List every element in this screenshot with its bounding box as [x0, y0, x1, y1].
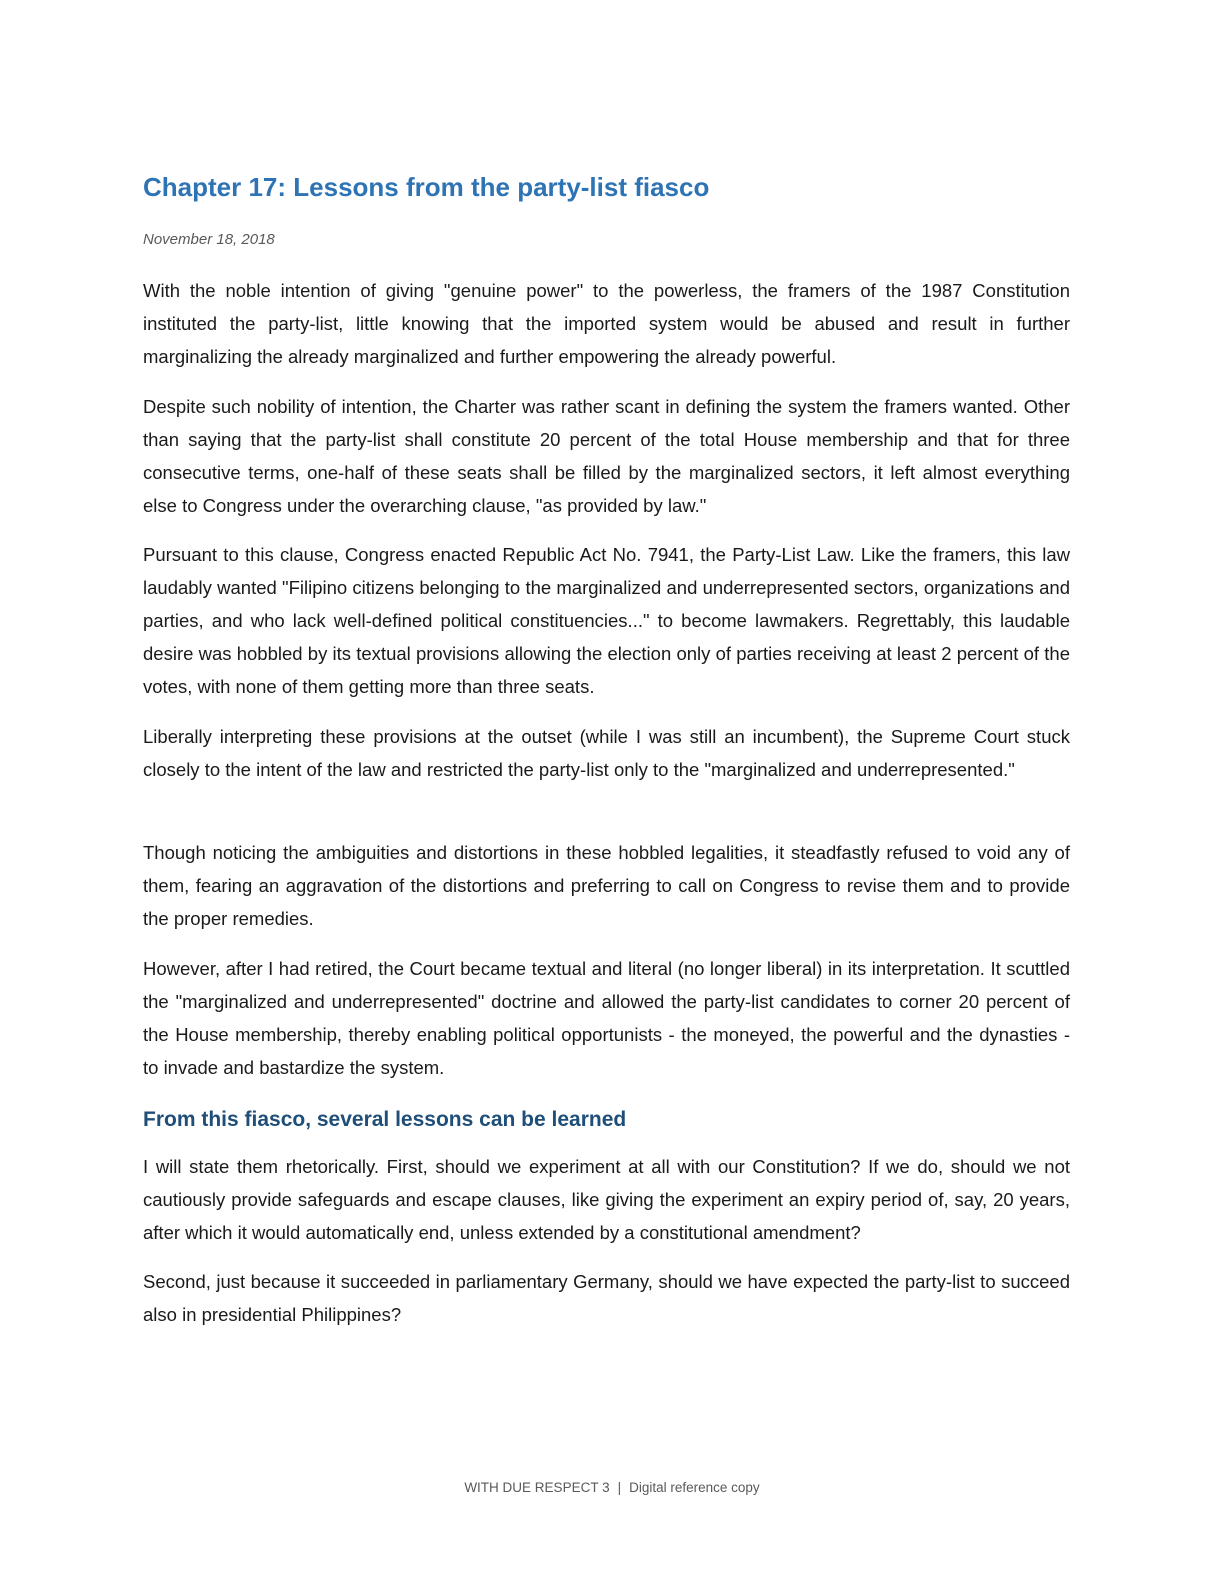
publication-date: November 18, 2018 [143, 231, 275, 248]
paragraph-text: Liberally interpreting these provisions at the outset (while I was still an incumbent), the Supreme Court stuck closely to the intent of the law and restricted the party-list only to the "marginalized and underrepresented." [143, 726, 1070, 780]
paragraph-text: Second, just because it succeeded in parliamentary Germany, should we have expected the party-list to succeed also in presidential Philippines? [143, 1271, 1070, 1325]
paragraph-text: With the noble intention of giving "genuine power" to the powerless, the framers of the 1987 Constitution instituted the party-list, little knowing that the imported system would be abused and result in further marginalizing the already marginalized and further empowering the already powerful. [143, 280, 1070, 367]
paragraph-4 [143, 720, 1070, 786]
paragraph-text: Though noticing the ambiguities and distortions in these hobbled legalities, it steadfastly refused to void any of them, fearing an aggravation of the distortions and preferring to call on Congress to revise them and to provide the proper remedies. [143, 842, 1070, 929]
paragraph-text: I will state them rhetorically. First, should we experiment at all with our Constitution? If we do, should we not cautiously provide safeguards and escape clauses, like giving the experiment an expiry period of, say, 20 years, after which it would automatically end, unless extended by a constitutional amendment? [143, 1156, 1070, 1243]
paragraph-1 [143, 274, 1070, 373]
footer-separator: | [617, 1480, 622, 1495]
paragraph-text: However, after I had retired, the Court became textual and literal (no longer liberal) in its interpretation. It scuttled the "marginalized and underrepresented" doctrine and allowed the party-list candidates to corner 20 percent of the House membership, thereby enabling political opportunists - the moneyed, the powerful and the dynasties - to invade and bastardize the system. [143, 958, 1070, 1078]
section-paragraph-2 [143, 1265, 1070, 1331]
paragraph-text: Pursuant to this clause, Congress enacted Republic Act No. 7941, the Party-List Law. Like the framers, this law laudably wanted "Filipino citizens belonging to the marginalized and underrepresented sectors, organizations and parties, and who lack well-defined political constituencies..." to become lawmakers. Regrettably, this laudable desire was hobbled by its textual provisions allowing the election only of parties receiving at least 2 percent of the votes, with none of them getting more than three seats. [143, 544, 1070, 697]
paragraph-2 [143, 390, 1070, 522]
paragraph-5 [143, 836, 1070, 935]
footer-book-title: WITH DUE RESPECT 3 [464, 1480, 610, 1495]
paragraph-text: Despite such nobility of intention, the Charter was rather scant in defining the system the framers wanted. Other than saying that the party-list shall constitute 20 percent of the total House membership and that for three consecutive terms, one-half of these seats shall be filled by the marginalized sectors, it left almost everything else to Congress under the overarching clause, "as provided by law." [143, 396, 1070, 516]
footer-note: Digital reference copy [629, 1480, 760, 1495]
paragraph-6 [143, 952, 1070, 1084]
page-footer [0, 1480, 1224, 1495]
section-heading: From this fiasco, several lessons can be learned [143, 1108, 627, 1131]
paragraph-3 [143, 538, 1070, 703]
section-paragraph-1 [143, 1150, 1070, 1249]
chapter-title: Chapter 17: Lessons from the party-list fiasco [143, 172, 710, 202]
